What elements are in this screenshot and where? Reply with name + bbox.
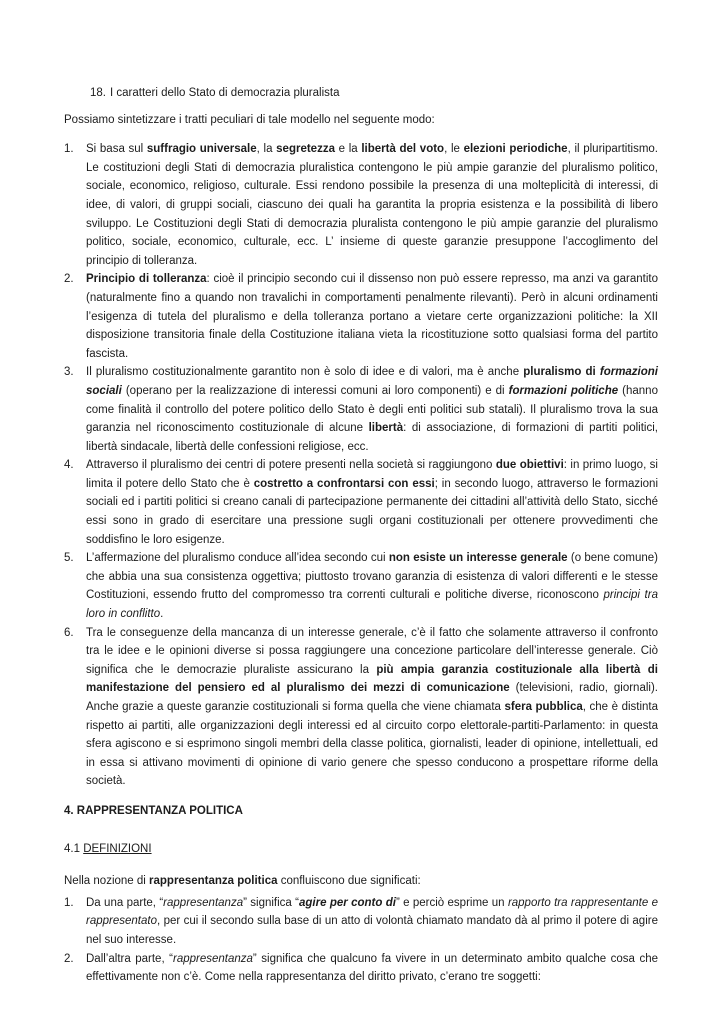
topic-heading	[64, 84, 658, 103]
list-item-text: L’affermazione del pluralismo conduce all’idea secondo cui non esiste un interesse generale (o bene comune) che abbia una sua consistenza oggettiva; piuttosto trovano garanzia di esistenza di valori differenti e le stesse Costituzioni, essendo frutto del compromesso tra correnti culturali e politiche diverse, riconoscono principi tra loro in conflitto.	[86, 552, 659, 621]
list-item-6	[64, 624, 658, 791]
list-item-number: 5.	[64, 552, 74, 565]
list-item-text: Tra le conseguenze della mancanza di un interesse generale, c’è il fatto che solamente attraverso il confronto tra le idee e le opinioni diverse si possa raggiungere una concezione particolare dell’interesse generale. Ciò significa che le democrazie pluraliste assicurano la più ampia garanzia costituzionale alla libertà di manifestazione del pensiero ed al pluralismo dei mezzi di comunicazione (televisioni, radio, giornali). Anche grazie a queste garanzie costituzionali si forma quella che viene chiamata sfera pubblica, che è distinta rispetto ai partiti, alle organizzazioni degli interessi ed al circuito corpo elettorale-partiti-Parlamento: in questa sfera agiscono e si esprimono singoli membri della classe politica, giornalisti, leader di opinione, intellettuali, ed in essa si attivano movimenti di opinione di vario genere che spesso conducono a prospettare riforme della società.	[86, 626, 659, 788]
list-item-number: 2.	[64, 273, 74, 286]
document-content	[64, 84, 658, 998]
section-heading: 4. RAPPRESENTANZA POLITICA	[64, 804, 243, 817]
list-item-number: 6.	[64, 626, 74, 639]
subsection-heading: 4.1 DEFINIZIONI	[64, 842, 152, 855]
list-item-number: 3.	[64, 366, 74, 379]
list-item-number: 1.	[64, 896, 74, 909]
definitions-intro: Nella nozione di rappresentanza politica confluiscono due significati:	[64, 875, 421, 888]
list-item-text: Principio di tolleranza: cioè il principio secondo cui il dissenso non può essere represso, ma anzi va garantito (naturalmente fino a quando non travalichi in comportamenti penalmente rilevanti). Però in alcuni ordinamenti l’esigenza di tutela del pluralismo e della tolleranza portano a vietare certe organizzazioni politiche: la XII disposizione transitoria finale della Costituzione italiana vieta la ricostituzione sotto qualsiasi forma del partito fascista.	[86, 273, 658, 360]
topic-heading-text: I caratteri dello Stato di democrazia pluralista	[110, 87, 340, 99]
list-item-3	[64, 363, 658, 456]
intro-paragraph: Possiamo sintetizzare i tratti peculiari di tale modello nel seguente modo:	[64, 113, 435, 126]
list-item-text: Attraverso il pluralismo dei centri di potere presenti nella società si raggiungono due obiettivi: in primo luogo, si limita il potere dello Stato che è costretto a confrontarsi con essi; in secondo luogo, attraverso le formazioni sociali ed i partiti politici si creano canali di partecipazione permanente dei cittadini all’attività dello Stato, sicché essi sono in grado di esercitare una pressione sugli organi costituzionali per ottenere provvedimenti che soddisfino le loro esigenze.	[86, 459, 658, 546]
definitions-list	[64, 894, 658, 987]
list-item-text: Da una parte, “rappresentanza” significa “agire per conto di” e perciò esprime un rapporto tra rappresentante e rappresentato, per cui il secondo sulla base di un atto di volontà chiamato mandato dà al primo il potere di agire nel suo interesse.	[86, 896, 658, 946]
list-item-number: 4.	[64, 459, 74, 472]
list-item-number: 1.	[64, 143, 74, 156]
list-item-1	[64, 140, 658, 270]
list-item-4	[64, 456, 658, 549]
numbered-list	[64, 140, 658, 791]
definition-item-2	[64, 950, 658, 987]
definition-item-1	[64, 894, 658, 950]
topic-heading-number: 18.	[90, 87, 106, 99]
list-item-text: Il pluralismo costituzionalmente garantito non è solo di idee e di valori, ma è anche pluralismo di formazioni sociali (operano per la realizzazione di interessi comuni ai loro componenti) e di formazioni politiche (hanno come finalità il controllo del potere politico dello Stato è degli enti politici sub statali). Il pluralismo trova la sua garanzia nel riconoscimento costituzionale di alcune libertà: di associazione, di formazioni di partiti politici, libertà sindacale, libertà delle confessioni religiose, ecc.	[86, 366, 658, 453]
list-item-number: 2.	[64, 952, 74, 965]
list-item-5	[64, 549, 658, 623]
list-item-text: Si basa sul suffragio universale, la segretezza e la libertà del voto, le elezioni periodiche, il pluripartitismo. Le costituzioni degli Stati di democrazia pluralistica contengono le più ampie garanzie del pluralismo politico, sociale, economico, religioso, culturale. Essi rendono possibile la presenza di una molteplicità di interessi, di idee, di valori, di gruppi sociali, ciascuno dei quali ha garantita la propria esistenza e la possibilità di libero sviluppo. Le Costituzioni degli Stati di democrazia pluralista contengono le più ampie garanzie del pluralismo politico, sociale, economico, culturale, ecc. L’ insieme di queste garanzie presuppone l’accoglimento del principio di tolleranza.	[86, 143, 658, 267]
list-item-text: Dall’altra parte, “rappresentanza” significa che qualcuno fa vivere in un determinato ambito qualche cosa che effettivamente non c’è. Come nella rappresentanza del diritto privato, c’erano tre soggetti:	[86, 952, 658, 984]
list-item-2	[64, 270, 658, 363]
